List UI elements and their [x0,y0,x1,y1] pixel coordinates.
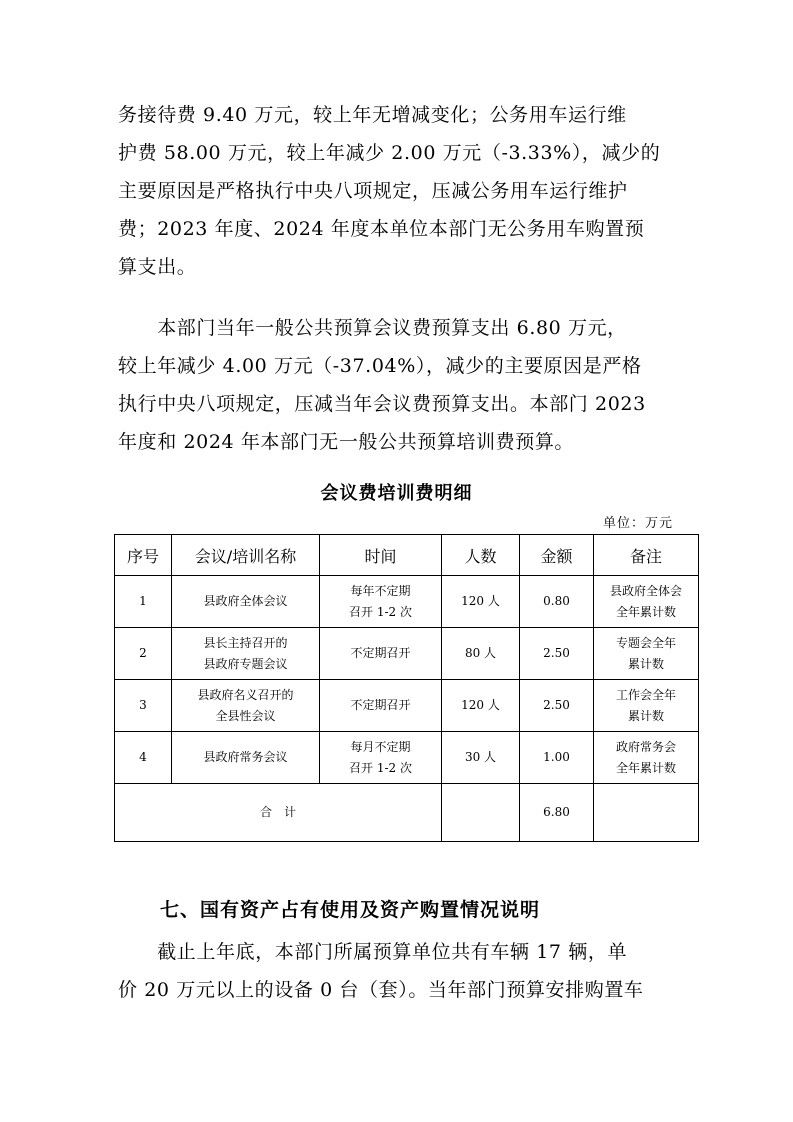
table-total-row [115,784,699,842]
table-row [115,732,699,784]
cell-name [172,576,320,628]
text-line: 执行中央八项规定，压减当年会议费预算支出。本部门 2023 [118,393,646,415]
cell-note [594,628,699,680]
header-cell-name: 会议/培训名称 [172,535,320,576]
cell-no: 1 [115,576,172,628]
paragraph-assets [118,933,678,1009]
table-row [115,576,699,628]
cell-line: 累计数 [627,708,664,723]
cell-people: 80 人 [442,628,520,680]
cell-line: 全年累计数 [615,760,676,775]
paragraph-meeting-fees [118,309,678,461]
header-cell-time: 时间 [320,535,442,576]
cell-people: 120 人 [442,576,520,628]
text-line: 护费 58.00 万元，较上年减少 2.00 万元（-3.33%），减少的 [118,142,661,164]
cell-line: 县政府名义召开的 [197,687,294,702]
cell-people: 30 人 [442,732,520,784]
table-title: 会议费培训费明细 [320,483,473,504]
cell-note [594,732,699,784]
cell-line: 全县性会议 [215,708,276,723]
total-people-cell [442,784,520,842]
header-cell-no: 序号 [115,535,172,576]
cell-no: 3 [115,680,172,732]
table-header-row [115,535,699,576]
cell-line: 县政府全体会议 [203,594,288,608]
cell-line: 召开 1-2 次 [349,760,412,775]
total-note-cell [594,784,699,842]
cell-name [172,628,320,680]
cell-line: 不定期召开 [350,698,411,712]
cell-time [320,576,442,628]
cell-amount: 2.50 [520,628,594,680]
cell-line: 政府常务会 [615,739,676,754]
table-row [115,680,699,732]
text-line: 算支出。 [118,256,197,278]
cell-line: 工作会全年 [615,687,676,702]
cell-people: 120 人 [442,680,520,732]
cell-line: 每年不定期 [350,583,411,598]
cell-note [594,680,699,732]
cell-amount: 1.00 [520,732,594,784]
header-cell-people: 人数 [442,535,520,576]
cell-line: 累计数 [627,656,664,671]
total-amount: 6.80 [520,784,594,842]
cell-line: 不定期召开 [350,646,411,660]
cell-line: 县长主持召开的 [203,635,288,650]
cell-amount: 2.50 [520,680,594,732]
text-line: 年度和 2024 年本部门无一般公共预算培训费预算。 [118,431,575,453]
cell-line: 县政府常务会议 [203,750,288,764]
cell-line: 县政府专题会议 [203,656,288,671]
cell-note [594,576,699,628]
cell-time [320,732,442,784]
meeting-training-fee-table [114,534,699,842]
text-line: 主要原因是严格执行中央八项规定，压减公务用车运行维护 [118,180,628,202]
cell-time [320,680,442,732]
header-cell-note: 备注 [594,535,699,576]
text-line: 价 20 万元以上的设备 0 台（套）。当年部门预算安排购置车 [118,979,644,1001]
text-line: 截止上年底，本部门所属预算单位共有车辆 17 辆，单 [118,941,628,963]
cell-name [172,680,320,732]
cell-no: 4 [115,732,172,784]
cell-line: 县政府全体会 [609,583,682,598]
table-unit-label: 单位：万元 [602,516,673,531]
section-heading: 七、国有资产占有使用及资产购置情况说明 [160,899,541,921]
header-cell-amount: 金额 [520,535,594,576]
text-line: 务接待费 9.40 万元，较上年无增减变化；公务用车运行维 [118,104,627,126]
table-row [115,628,699,680]
text-line: 较上年减少 4.00 万元（-37.04%），减少的主要原因是严格 [118,355,642,377]
cell-line: 专题会全年 [615,635,676,650]
paragraph-reception-vehicle-fees [118,96,678,286]
text-line: 费；2023 年度、2024 年度本单位本部门无公务用车购置预 [118,218,645,240]
total-label: 合 计 [115,784,442,842]
cell-amount: 0.80 [520,576,594,628]
cell-line: 每月不定期 [350,739,411,754]
text-line: 本部门当年一般公共预算会议费预算支出 6.80 万元， [118,317,627,339]
cell-name [172,732,320,784]
cell-no: 2 [115,628,172,680]
cell-line: 全年累计数 [615,604,676,619]
cell-line: 召开 1-2 次 [349,604,412,619]
cell-time [320,628,442,680]
